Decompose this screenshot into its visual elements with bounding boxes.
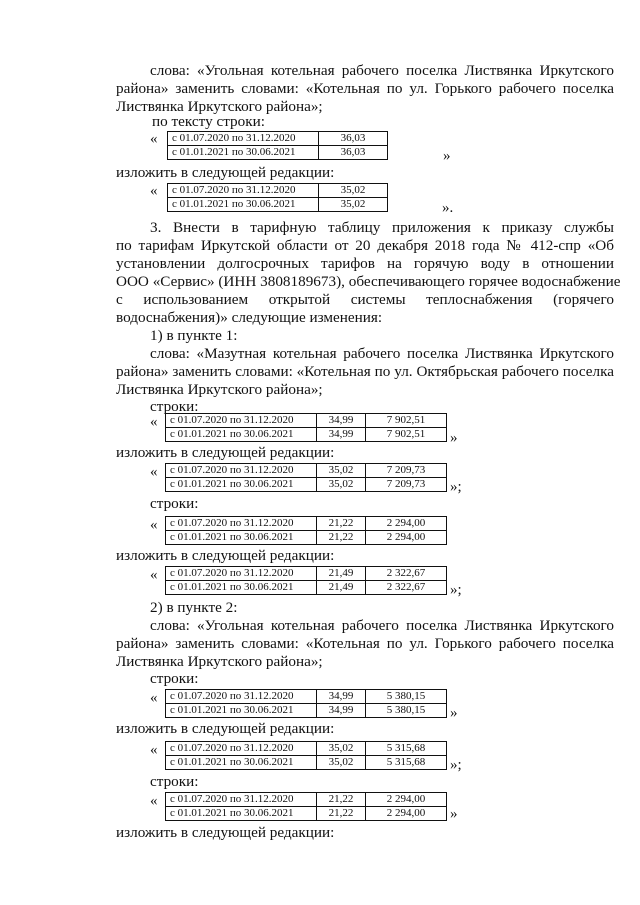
- open-quote: «: [150, 183, 158, 199]
- paragraph-line: по тарифам Иркутской области от 20 декабря 2018 года № 412-спр «Об: [116, 237, 614, 254]
- period-cell: с 01.01.2021 по 30.06.2021: [166, 531, 317, 545]
- paragraph-line: изложить в следующей редакции:: [116, 547, 335, 564]
- value-cell: 5 380,15: [366, 704, 447, 718]
- paragraph-line: строки:: [150, 495, 199, 512]
- table-row: [166, 464, 447, 478]
- value-cell: 7 209,73: [366, 478, 447, 492]
- paragraph-line: водоснабжения)» следующие изменения:: [116, 309, 383, 326]
- paragraph-line: 1) в пункте 1:: [150, 327, 238, 344]
- value-cell: 21,22: [317, 531, 366, 545]
- table-row: [166, 756, 447, 770]
- table-row: [166, 414, 447, 428]
- table-row: [168, 146, 388, 160]
- value-cell: 35,02: [317, 756, 366, 770]
- value-cell: 7 902,51: [366, 414, 447, 428]
- close-quote: »: [450, 806, 458, 822]
- value-cell: 5 380,15: [366, 690, 447, 704]
- open-quote: «: [150, 742, 158, 758]
- paragraph-line: Листвянка Иркутского района»;: [116, 653, 323, 670]
- value-cell: 2 322,67: [366, 581, 447, 595]
- table-row: [166, 531, 447, 545]
- period-cell: с 01.01.2021 по 30.06.2021: [166, 428, 317, 442]
- value-cell: 2 294,00: [366, 793, 447, 807]
- paragraph-line: Листвянка Иркутского района»;: [116, 98, 323, 115]
- table-row: [166, 517, 447, 531]
- value-cell: 34,99: [317, 414, 366, 428]
- table-row: [166, 567, 447, 581]
- table-row: [166, 793, 447, 807]
- period-cell: с 01.01.2021 по 30.06.2021: [166, 704, 317, 718]
- tariff-table: [165, 689, 447, 718]
- period-cell: с 01.07.2020 по 31.12.2020: [166, 690, 317, 704]
- period-cell: с 01.07.2020 по 31.12.2020: [168, 184, 319, 198]
- value-cell: 21,49: [317, 567, 366, 581]
- table-row: [166, 428, 447, 442]
- paragraph-line: слова: «Угольная котельная рабочего поселка Листвянка Иркутского: [150, 617, 614, 634]
- paragraph-line: установлении долгосрочных тарифов на горячую воду в отношении: [116, 255, 614, 272]
- paragraph-line: района» заменить словами: «Котельная по ул. Октябрьская рабочего поселка: [116, 363, 614, 380]
- tariff-table: [165, 566, 447, 595]
- value-cell: 35,02: [319, 198, 388, 212]
- open-quote: «: [150, 414, 158, 430]
- period-cell: с 01.07.2020 по 31.12.2020: [166, 567, 317, 581]
- period-cell: с 01.07.2020 по 31.12.2020: [166, 414, 317, 428]
- paragraph-line: изложить в следующей редакции:: [116, 164, 335, 181]
- value-cell: 7 209,73: [366, 464, 447, 478]
- paragraph-line: слова: «Угольная котельная рабочего поселка Листвянка Иркутского: [150, 62, 614, 79]
- value-cell: 36,03: [319, 132, 388, 146]
- open-quote: «: [150, 517, 158, 533]
- table-row: [166, 807, 447, 821]
- table-row: [168, 132, 388, 146]
- value-cell: 35,02: [317, 464, 366, 478]
- close-quote: »: [450, 430, 458, 446]
- value-cell: 21,22: [317, 793, 366, 807]
- period-cell: с 01.07.2020 по 31.12.2020: [166, 464, 317, 478]
- tariff-table: [165, 463, 447, 492]
- close-quote: »: [450, 705, 458, 721]
- value-cell: 35,02: [319, 184, 388, 198]
- paragraph-line: Листвянка Иркутского района»;: [116, 381, 323, 398]
- tariff-table: [165, 741, 447, 770]
- period-cell: с 01.01.2021 по 30.06.2021: [168, 198, 319, 212]
- open-quote: «: [150, 793, 158, 809]
- value-cell: 21,22: [317, 517, 366, 531]
- close-quote: »: [443, 148, 451, 164]
- table-row: [166, 581, 447, 595]
- value-cell: 2 294,00: [366, 531, 447, 545]
- table-row: [168, 198, 388, 212]
- tariff-table: [167, 131, 388, 160]
- period-cell: с 01.07.2020 по 31.12.2020: [166, 793, 317, 807]
- period-cell: с 01.01.2021 по 30.06.2021: [166, 807, 317, 821]
- paragraph-line: 2) в пункте 2:: [150, 599, 238, 616]
- value-cell: 2 294,00: [366, 807, 447, 821]
- paragraph-line: строки:: [150, 670, 199, 687]
- paragraph-line: района» заменить словами: «Котельная по ул. Горького рабочего поселка: [116, 80, 614, 97]
- tariff-table: [165, 413, 447, 442]
- close-quote: ».: [442, 200, 454, 216]
- paragraph-line: слова: «Мазутная котельная рабочего поселка Листвянка Иркутского: [150, 345, 614, 362]
- paragraph-line: изложить в следующей редакции:: [116, 824, 335, 841]
- value-cell: 36,03: [319, 146, 388, 160]
- value-cell: 34,99: [317, 428, 366, 442]
- paragraph-line: с использованием открытой системы теплоснабжения (горячего: [116, 291, 614, 308]
- period-cell: с 01.01.2021 по 30.06.2021: [166, 581, 317, 595]
- value-cell: 34,99: [317, 704, 366, 718]
- value-cell: 2 294,00: [366, 517, 447, 531]
- paragraph-line: по тексту строки:: [152, 113, 265, 130]
- paragraph-line: ООО «Сервис» (ИНН 3808189673), обеспечивающего горячее водоснабжение: [116, 273, 621, 290]
- value-cell: 34,99: [317, 690, 366, 704]
- period-cell: с 01.01.2021 по 30.06.2021: [168, 146, 319, 160]
- table-row: [166, 742, 447, 756]
- open-quote: «: [150, 131, 158, 147]
- value-cell: 35,02: [317, 478, 366, 492]
- period-cell: с 01.07.2020 по 31.12.2020: [166, 517, 317, 531]
- paragraph-line: района» заменить словами: «Котельная по ул. Горького рабочего поселка: [116, 635, 614, 652]
- value-cell: 7 902,51: [366, 428, 447, 442]
- value-cell: 5 315,68: [366, 742, 447, 756]
- close-quote: »;: [450, 479, 462, 495]
- table-row: [168, 184, 388, 198]
- value-cell: 35,02: [317, 742, 366, 756]
- open-quote: «: [150, 567, 158, 583]
- period-cell: с 01.07.2020 по 31.12.2020: [168, 132, 319, 146]
- value-cell: 5 315,68: [366, 756, 447, 770]
- period-cell: с 01.01.2021 по 30.06.2021: [166, 478, 317, 492]
- period-cell: с 01.07.2020 по 31.12.2020: [166, 742, 317, 756]
- table-row: [166, 478, 447, 492]
- close-quote: »;: [450, 757, 462, 773]
- tariff-table: [167, 183, 388, 212]
- table-row: [166, 690, 447, 704]
- value-cell: 2 322,67: [366, 567, 447, 581]
- paragraph-line: изложить в следующей редакции:: [116, 444, 335, 461]
- value-cell: 21,49: [317, 581, 366, 595]
- open-quote: «: [150, 690, 158, 706]
- paragraph-line: строки:: [150, 398, 199, 415]
- tariff-table: [165, 792, 447, 821]
- tariff-table: [165, 516, 447, 545]
- paragraph-line: строки:: [150, 773, 199, 790]
- paragraph-line: изложить в следующей редакции:: [116, 720, 335, 737]
- open-quote: «: [150, 464, 158, 480]
- paragraph-line: 3. Внести в тарифную таблицу приложения к приказу службы: [150, 219, 614, 236]
- period-cell: с 01.01.2021 по 30.06.2021: [166, 756, 317, 770]
- value-cell: 21,22: [317, 807, 366, 821]
- table-row: [166, 704, 447, 718]
- close-quote: »;: [450, 582, 462, 598]
